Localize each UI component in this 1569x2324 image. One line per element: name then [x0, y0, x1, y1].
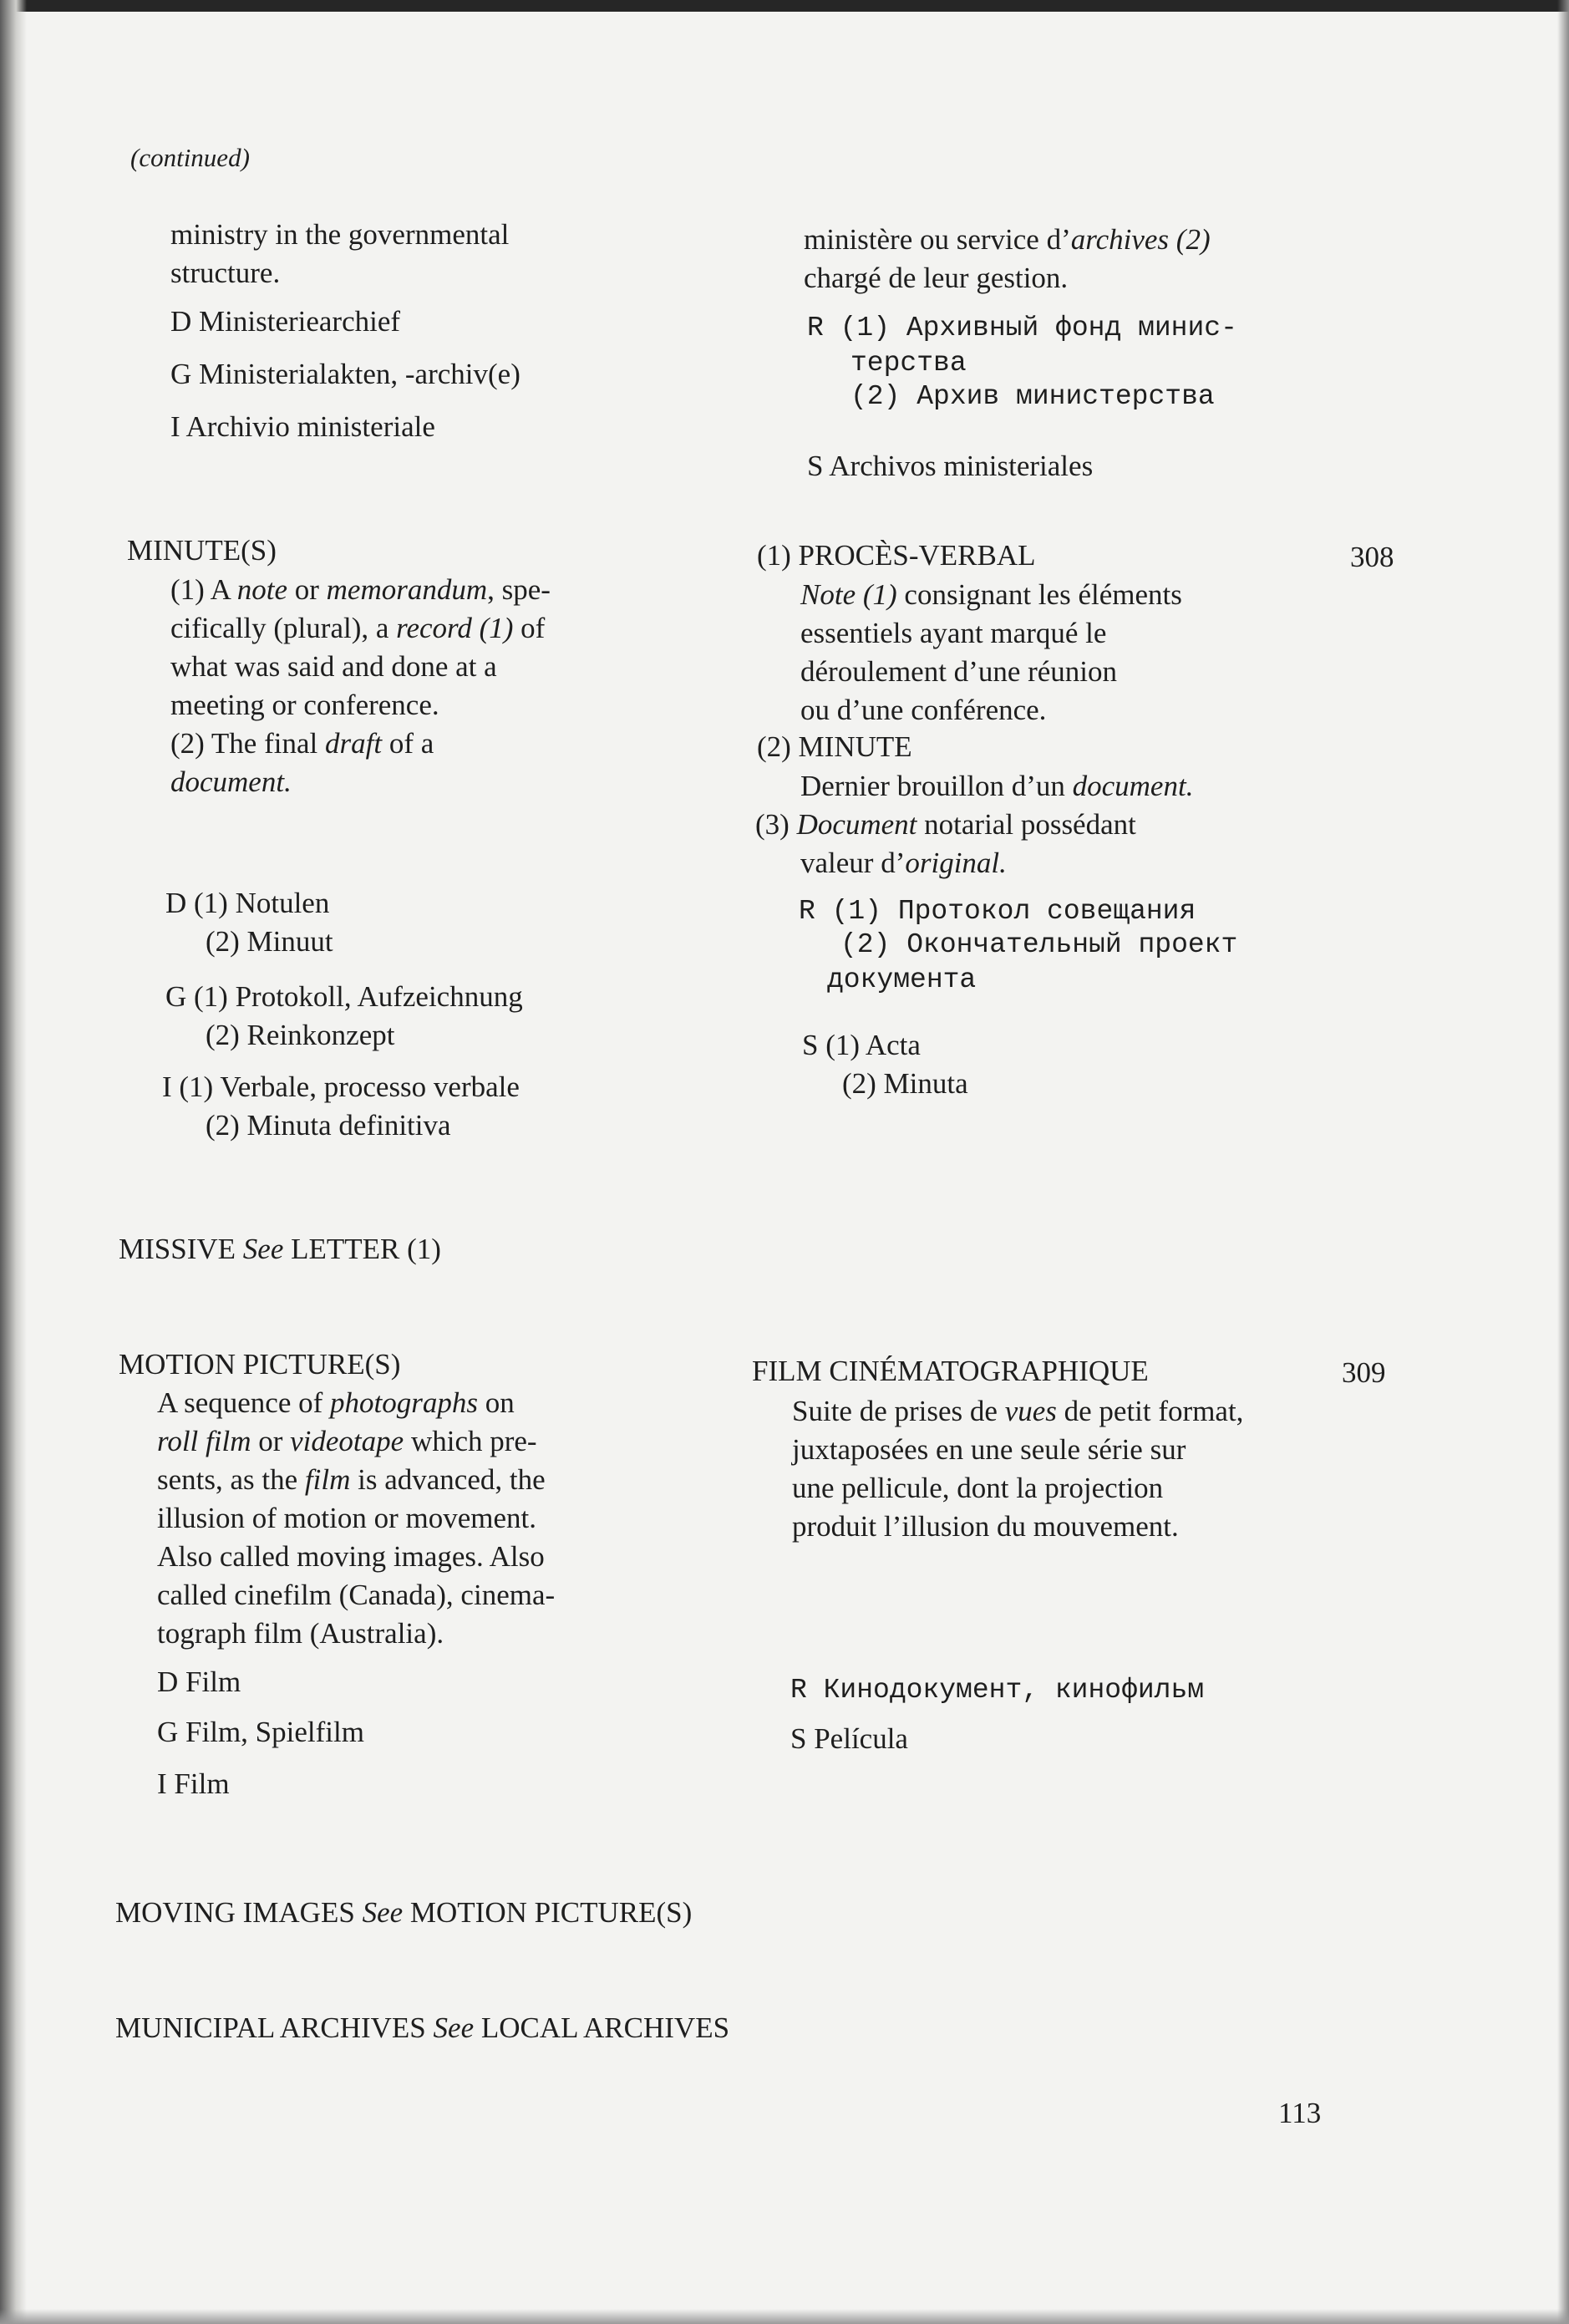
definition-line: (1) A note or memorandum, spe- — [170, 573, 551, 606]
definition-line: essentiels ayant marqué le — [800, 617, 1107, 649]
definition-line: what was said and done at a — [170, 650, 497, 683]
equivalent-russian-1: R (1) Архивный фонд минис- — [807, 313, 1237, 343]
equivalent-dutch-2: (2) Minuut — [206, 925, 333, 958]
definition-line: chargé de leur gestion. — [804, 262, 1069, 294]
definition-line: Dernier brouillon d’un document. — [800, 770, 1194, 802]
definition-line: Also called moving images. Also — [157, 1540, 545, 1573]
scan-bottom-shadow — [0, 2309, 1569, 2324]
scan-top-border — [0, 0, 1569, 12]
scan-left-shadow — [0, 0, 27, 2324]
equivalent-spanish: S Película — [790, 1722, 908, 1755]
equivalent-italian-2: (2) Minuta definitiva — [206, 1109, 451, 1142]
equivalent-russian-2: (2) Окончательный проект — [840, 929, 1238, 960]
cross-reference-moving-images: MOVING IMAGES See MOTION PICTURE(S) — [115, 1896, 693, 1929]
equivalent-spanish-2: (2) Minuta — [842, 1067, 968, 1100]
equivalent-russian-2-cont: документа — [827, 964, 977, 995]
equivalent-russian: R Кинодокумент, кинофильм — [790, 1675, 1205, 1706]
equivalent-german: G Film, Spielfilm — [157, 1716, 364, 1748]
equivalent-dutch-1: D (1) Notulen — [165, 887, 330, 919]
equivalent-german-1: G (1) Protokoll, Aufzeichnung — [165, 980, 523, 1013]
equivalent-spanish-1: S (1) Acta — [802, 1029, 921, 1061]
equivalent-german: G Ministerialakten, -archiv(e) — [170, 358, 520, 390]
entry-term-proces-verbal: (1) PROCÈS-VERBAL — [757, 539, 1036, 572]
entry-term-minute: (2) MINUTE — [757, 730, 912, 763]
definition-line: tograph film (Australia). — [157, 1617, 444, 1650]
motion-picture-definition — [157, 1384, 555, 1653]
definition-line: sents, as the film is advanced, the — [157, 1463, 546, 1496]
equivalent-russian-2: (2) Архив министерства — [851, 381, 1215, 412]
equivalent-german-2: (2) Reinkonzept — [206, 1019, 395, 1051]
definition-line: document. — [170, 765, 292, 798]
definition-line: roll film or videotape which pre- — [157, 1425, 537, 1457]
equivalent-spanish: S Archivos ministeriales — [807, 450, 1094, 482]
entry-term-motion-picture: MOTION PICTURE(S) — [119, 1348, 401, 1381]
equivalent-dutch: D Ministeriearchief — [170, 305, 401, 338]
left-continued-definition — [170, 216, 509, 292]
entry-term-film-cinematographique: FILM CINÉMATOGRAPHIQUE — [752, 1355, 1149, 1387]
definition-line: A sequence of photographs on — [157, 1386, 515, 1419]
cross-reference-municipal-archives: MUNICIPAL ARCHIVES See LOCAL ARCHIVES — [115, 2011, 730, 2044]
definition-line: Note (1) consignant les éléments — [800, 578, 1182, 611]
definition-line: ministère ou service d’archives (2) — [804, 223, 1211, 256]
definition-line: illusion of motion or movement. — [157, 1502, 536, 1534]
entry-number: 308 — [1350, 541, 1394, 573]
definition-line: Suite de prises de vues de petit format, — [792, 1395, 1244, 1427]
scan-right-shadow — [1557, 0, 1569, 2324]
definition-line: ministry in the governmental — [170, 218, 510, 251]
definition-line: une pellicule, dont la projection — [792, 1472, 1164, 1504]
equivalent-dutch: D Film — [157, 1665, 241, 1698]
definition-line: meeting or conference. — [170, 689, 439, 721]
entry-term-minutes: MINUTE(S) — [127, 534, 277, 567]
film-definition — [792, 1392, 1243, 1546]
equivalent-italian: I Archivio ministeriale — [170, 410, 435, 443]
document-definition — [755, 806, 1136, 882]
definition-line: déroulement d’une réunion — [800, 655, 1118, 688]
minute-definition — [800, 767, 1193, 806]
minutes-definition — [170, 571, 551, 801]
definition-line: ou d’une conférence. — [800, 694, 1047, 726]
definition-line: structure. — [170, 257, 281, 289]
definition-line: valeur d’original. — [800, 847, 1007, 879]
definition-line: (3) Document notarial possédant — [755, 808, 1136, 841]
definition-line: (2) The final draft of a — [170, 727, 434, 760]
equivalent-russian-1-cont: терства — [851, 348, 967, 379]
page-number: 113 — [1278, 2097, 1322, 2129]
entry-number: 309 — [1342, 1356, 1386, 1389]
continued-label: (continued) — [130, 143, 250, 172]
definition-line: juxtaposées en une seule série sur — [792, 1433, 1186, 1466]
definition-line: produit l’illusion du mouvement. — [792, 1510, 1179, 1543]
equivalent-russian-1: R (1) Протокол совещания — [799, 896, 1196, 927]
definition-line: cifically (plural), a record (1) of — [170, 612, 546, 644]
definition-line: called cinefilm (Canada), cinema- — [157, 1579, 556, 1611]
right-continued-definition — [804, 221, 1211, 297]
cross-reference-missive: MISSIVE See LETTER (1) — [119, 1233, 441, 1265]
equivalent-italian: I Film — [157, 1767, 230, 1800]
proces-verbal-definition — [800, 576, 1182, 730]
equivalent-italian-1: I (1) Verbale, processo verbale — [162, 1070, 520, 1103]
